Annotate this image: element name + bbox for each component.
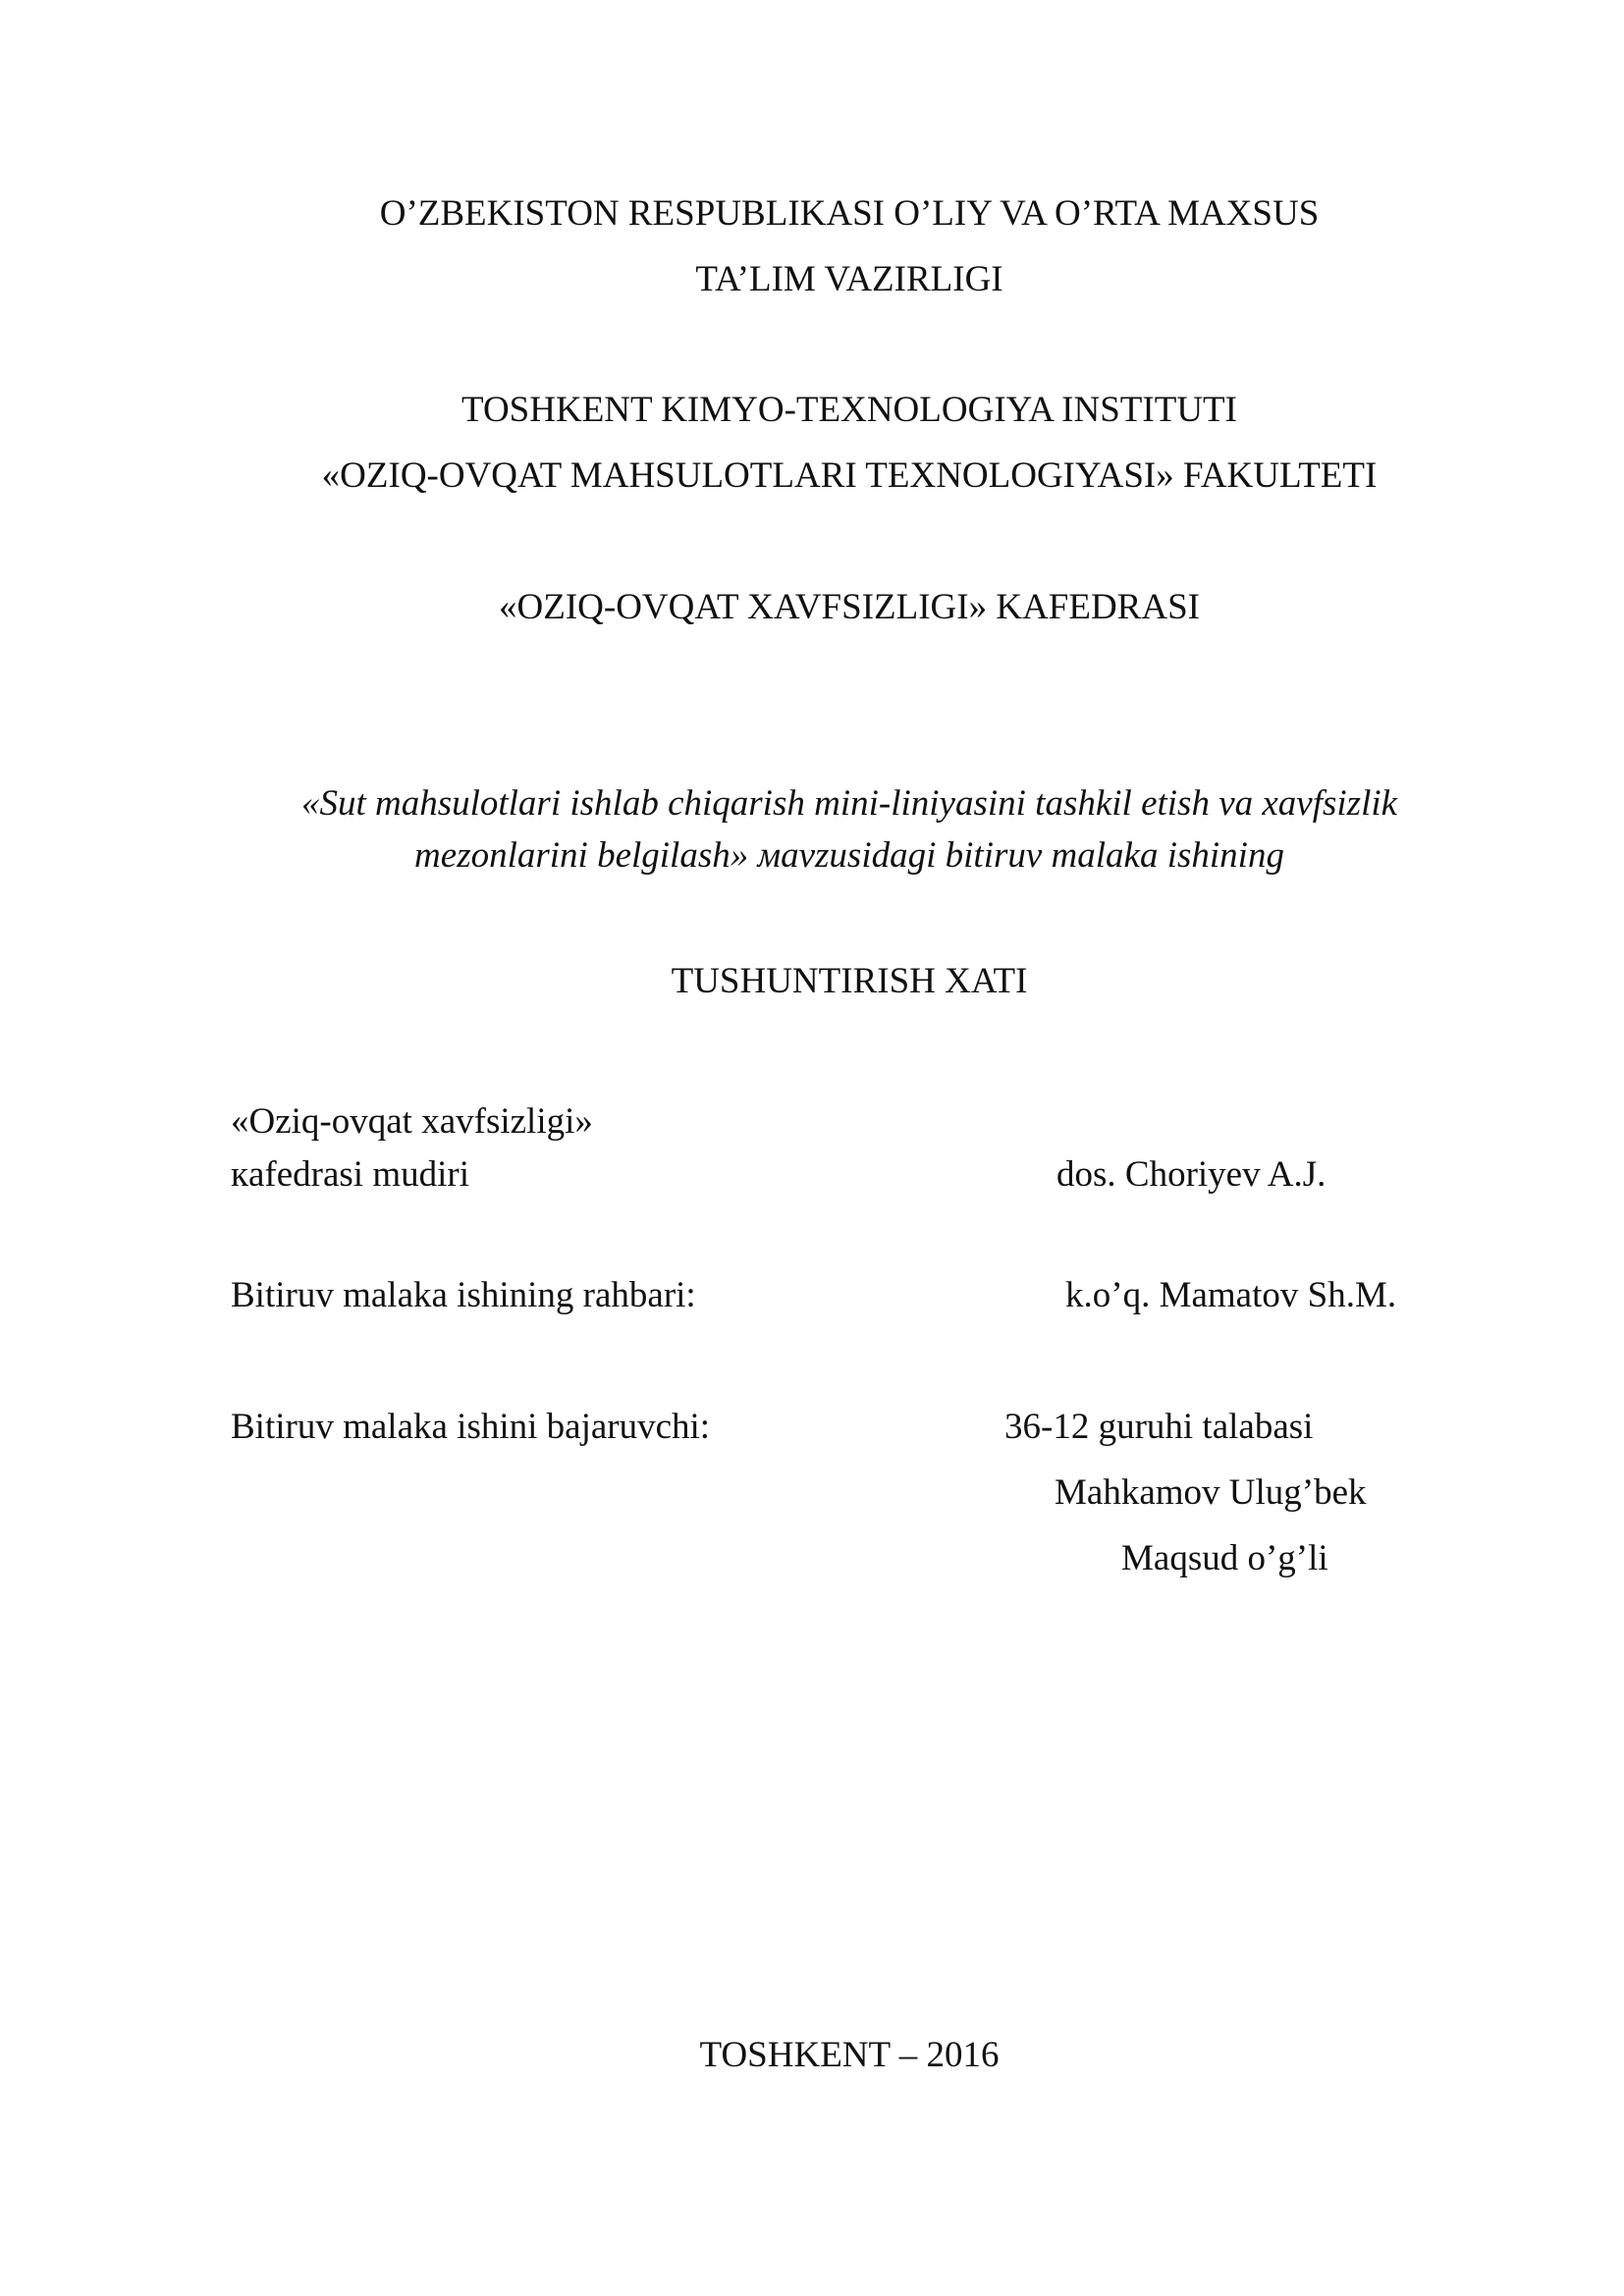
student-name-line1: Mahkamov Ulug’bek [1055, 1472, 1367, 1513]
supervisor-label: Bitiruv malaka ishining rahbari: [231, 1275, 696, 1315]
head-label-line2: кafedrasi mudiri [231, 1154, 469, 1195]
student-group: 36-12 guruhi talabasi [1004, 1407, 1314, 1447]
supervisor-name: k.o’q. Mamatov Sh.M. [1065, 1275, 1397, 1315]
student-label: Bitiruv malaka ishini bajaruvchi: [231, 1407, 711, 1447]
institute-name: TOSHKENT KIMYO-TEXNOLOGIYA INSTITUTI [461, 390, 1237, 430]
document-title: TUSHUNTIRISH XATI [671, 961, 1028, 1001]
faculty-name: «OZIQ-OVQAT MAHSULOTLARI TEXNOLOGIYASI» FAKULTETI [321, 455, 1378, 496]
head-label-line1: «Oziq-ovqat xavfsizligi» [231, 1101, 593, 1142]
city-year: TOSHKENT – 2016 [699, 2035, 1000, 2075]
ministry-name-line2: TA’LIM VAZIRLIGI [695, 259, 1003, 299]
student-name-line2: Maqsud o’g’li [1121, 1538, 1328, 1578]
thesis-topic-line2: mezonlarini belgilash» мavzusidagi bitiruv malaka ishining [414, 835, 1284, 876]
ministry-name-line1: O’ZBEKISTON RESPUBLIKASI O’LIY VA O’RTA MAXSUS [379, 193, 1320, 234]
thesis-topic-line1: «Sut mahsulotlari ishlab chiqarish mini-liniyasini tashkil etish va xavfsizlik [300, 783, 1398, 824]
department-name: «OZIQ-OVQAT XAVFSIZLIGI» KAFEDRASI [499, 587, 1200, 627]
head-name: dos. Choriyev A.J. [1056, 1154, 1326, 1195]
